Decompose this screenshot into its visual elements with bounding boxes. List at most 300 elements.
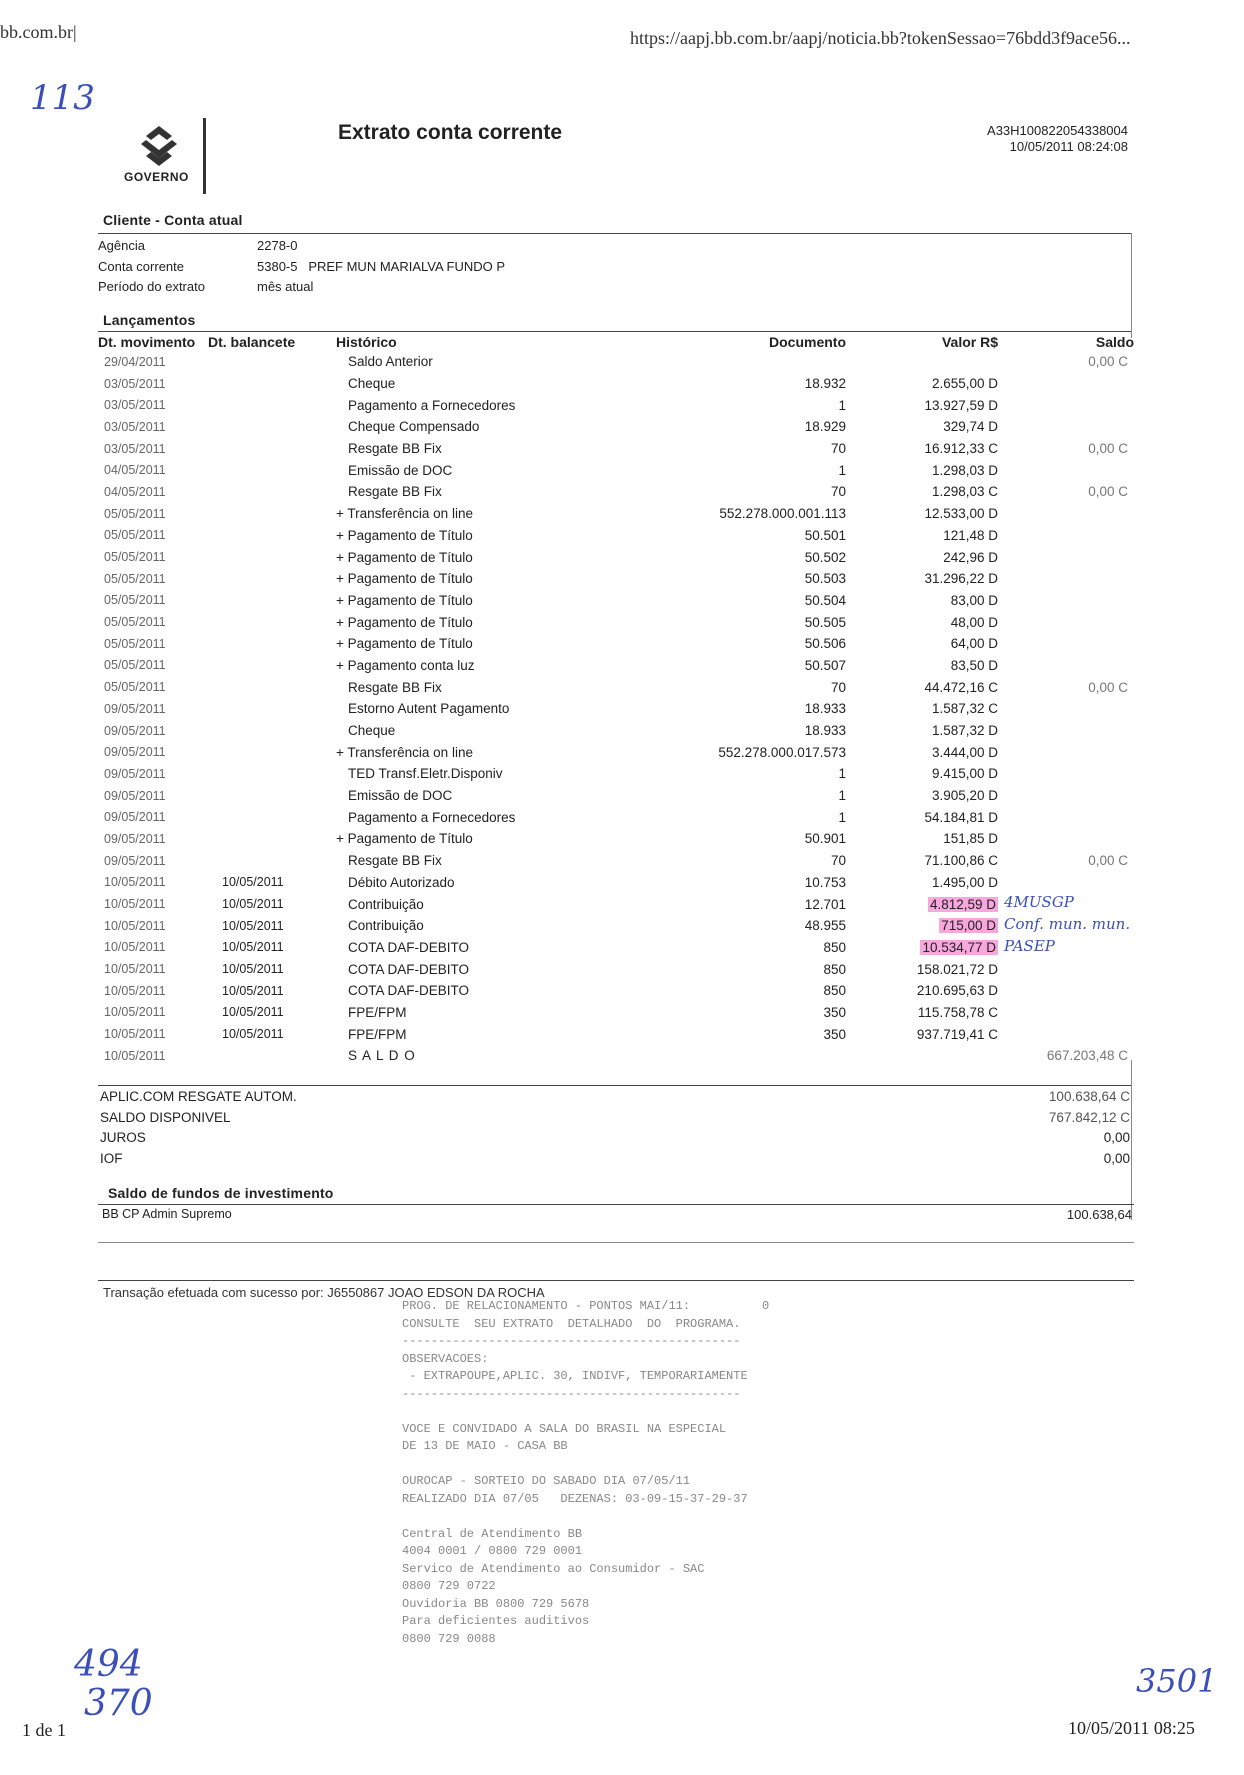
- cell-documento: [636, 1023, 846, 1045]
- table-body: [98, 351, 1134, 1067]
- cell-dt-balancete: [208, 872, 336, 894]
- receipt-line: 4004 0001 / 0800 729 0001: [402, 1544, 583, 1558]
- cell-documento-text: 70: [830, 853, 846, 869]
- cell-dt-movimento-text: 09/05/2011: [104, 723, 166, 738]
- receipt-line: REALIZADO DIA 07/05 DEZENAS: 03-09-15-37-29-37: [402, 1491, 748, 1506]
- cell-dt-balancete-text: 10/05/2011: [222, 983, 284, 998]
- table-row: [98, 828, 1134, 850]
- summary-block: [100, 1087, 1134, 1169]
- cell-documento: [636, 958, 846, 980]
- cell-saldo: [998, 1045, 1134, 1067]
- table-row: [98, 546, 1134, 568]
- cell-historico-text: + Pagamento de Título: [336, 614, 473, 630]
- lancamentos-table: [98, 332, 1134, 1067]
- table-row: [98, 373, 1134, 395]
- cell-dt-movimento-text: 10/05/2011: [104, 875, 166, 890]
- cell-saldo: [998, 763, 1134, 785]
- cell-saldo: [998, 633, 1134, 655]
- table-row: [98, 676, 1134, 698]
- cell-historico: [336, 481, 636, 503]
- info-value: mês atual: [257, 279, 314, 294]
- cell-valor: [846, 525, 998, 547]
- cell-documento-text: 18.933: [804, 723, 846, 739]
- summary-label: SALDO DISPONIVEL: [100, 1109, 231, 1125]
- cell-saldo: [998, 546, 1134, 568]
- table-row: [98, 698, 1134, 720]
- cell-dt-movimento-text: 05/05/2011: [104, 593, 166, 608]
- cell-dt-balancete: [208, 915, 336, 937]
- cell-historico: [336, 806, 636, 828]
- cell-saldo-text: 667.203,48 C: [1046, 1048, 1128, 1064]
- cell-saldo-text: 0,00 C: [1088, 354, 1128, 370]
- cell-dt-movimento: [98, 676, 208, 698]
- cell-saldo: [998, 785, 1134, 807]
- cell-valor: [846, 481, 998, 503]
- cell-valor: [846, 1023, 998, 1045]
- cell-historico-text: Débito Autorizado: [348, 874, 455, 890]
- cell-documento-text: 50.506: [804, 636, 846, 652]
- table-row: [98, 720, 1134, 742]
- cell-historico: [336, 872, 636, 894]
- cell-dt-balancete: [208, 698, 336, 720]
- cell-documento: [636, 1045, 846, 1067]
- cell-historico: [336, 590, 636, 612]
- cell-dt-movimento: [98, 438, 208, 460]
- cell-valor-text: 16.912,33 C: [924, 441, 998, 457]
- cell-dt-movimento: [98, 785, 208, 807]
- table-row: [98, 763, 1134, 785]
- cell-valor-text: 2.655,00 D: [931, 376, 998, 392]
- cell-documento-text: 70: [830, 679, 846, 695]
- cell-valor: [846, 590, 998, 612]
- info-label: Conta corrente: [98, 258, 184, 274]
- cell-dt-balancete-text: 10/05/2011: [222, 940, 284, 955]
- cell-historico-text: COTA DAF-DEBITO: [348, 939, 470, 955]
- cell-dt-balancete: [208, 741, 336, 763]
- cliente-section-title: Cliente - Conta atual: [103, 212, 243, 228]
- cell-valor-text: 242,96 D: [943, 549, 998, 565]
- cell-historico-text: + Pagamento de Título: [336, 527, 473, 543]
- cell-dt-movimento: [98, 590, 208, 612]
- cell-documento: [636, 373, 846, 395]
- cell-documento-text: 1: [838, 397, 846, 413]
- cell-dt-movimento: [98, 915, 208, 937]
- cell-documento: [636, 438, 846, 460]
- cell-dt-movimento-text: 05/05/2011: [104, 506, 166, 521]
- lancamentos-section-title: Lançamentos: [103, 312, 196, 328]
- cell-historico: [336, 1023, 636, 1045]
- cell-valor-text: 4.812,59 D: [929, 896, 996, 912]
- info-row-agencia: [98, 236, 505, 257]
- info-value: 2278-0: [257, 238, 298, 253]
- cell-historico: [336, 568, 636, 590]
- bb-logo-icon: [134, 124, 184, 168]
- handwritten-note: PASEP: [1004, 936, 1055, 955]
- cell-saldo-text: 0,00 C: [1088, 441, 1128, 457]
- cell-dt-movimento: [98, 503, 208, 525]
- cell-dt-movimento: [98, 698, 208, 720]
- transacao-text: Transação efetuada com sucesso por: J6550867 JOAO EDSON DA ROCHA: [103, 1285, 545, 1300]
- cell-dt-movimento-text: 10/05/2011: [104, 897, 166, 912]
- cell-dt-movimento-text: 10/05/2011: [104, 918, 166, 933]
- cell-documento-text: 850: [823, 983, 846, 999]
- cell-dt-movimento-text: 04/05/2011: [104, 484, 166, 499]
- cell-historico: [336, 525, 636, 547]
- handwritten-note: 4MUSGP: [1004, 893, 1074, 912]
- cell-saldo: [998, 741, 1134, 763]
- cell-historico-text: Cheque: [348, 723, 396, 739]
- cell-valor: [846, 893, 1074, 915]
- cell-dt-movimento-text: 10/05/2011: [104, 940, 166, 955]
- cell-documento-text: 1: [838, 462, 846, 478]
- cell-dt-movimento: [98, 655, 208, 677]
- cell-historico: [336, 416, 636, 438]
- cell-dt-balancete: [208, 1002, 336, 1024]
- divider: [98, 1204, 1134, 1205]
- cell-dt-movimento-text: 10/05/2011: [104, 1048, 166, 1063]
- cell-dt-movimento-text: 04/05/2011: [104, 463, 166, 478]
- cell-valor-text: 31.296,22 D: [924, 571, 998, 587]
- col-documento: Documento: [769, 333, 846, 350]
- cell-historico: [336, 1045, 636, 1067]
- cell-documento: [636, 806, 846, 828]
- cell-valor-text: 48,00 D: [950, 614, 998, 630]
- table-row: [98, 655, 1134, 677]
- table-row: [98, 416, 1134, 438]
- cell-historico-text: Resgate BB Fix: [348, 679, 442, 695]
- cell-valor-text: 937.719,41 C: [916, 1026, 998, 1042]
- cell-saldo: [998, 611, 1134, 633]
- receipt-line: 0800 729 0088: [402, 1631, 496, 1646]
- cell-documento-text: 552.278.000.001.113: [719, 506, 846, 522]
- table-row: [98, 806, 1134, 828]
- table-row: [98, 850, 1134, 872]
- cell-valor: [846, 763, 998, 785]
- table-row: [98, 785, 1134, 807]
- cell-dt-balancete: [208, 590, 336, 612]
- cell-dt-movimento: [98, 373, 208, 395]
- cell-dt-movimento: [98, 633, 208, 655]
- cell-valor: [846, 676, 998, 698]
- receipt-text: [402, 1298, 769, 1648]
- cell-saldo-text: 0,00 C: [1088, 484, 1128, 500]
- cell-saldo: [998, 676, 1134, 698]
- cell-valor-text: 44.472,16 C: [924, 679, 998, 695]
- col-saldo: Saldo: [1095, 333, 1134, 350]
- cell-historico-text: Pagamento a Fornecedores: [348, 397, 516, 413]
- cell-dt-movimento: [98, 763, 208, 785]
- cell-historico-text: + Pagamento de Título: [336, 831, 473, 847]
- cell-documento: [636, 503, 846, 525]
- cell-historico-text: + Pagamento de Título: [336, 636, 473, 652]
- cell-historico: [336, 655, 636, 677]
- cell-dt-balancete: [208, 937, 336, 959]
- cell-valor-text: 1.587,32 D: [931, 723, 998, 739]
- cell-documento-text: 18.933: [804, 701, 846, 717]
- cell-valor: [846, 720, 998, 742]
- cell-historico: [336, 850, 636, 872]
- summary-label: JUROS: [100, 1130, 146, 1145]
- cell-saldo: [998, 828, 1134, 850]
- table-row: [98, 525, 1134, 547]
- cell-valor-text: 9.415,00 D: [931, 766, 998, 782]
- cell-dt-balancete: [208, 394, 336, 416]
- cell-historico-text: + Transferência on line: [336, 744, 473, 760]
- cell-historico-text: Emissão de DOC: [348, 788, 453, 804]
- cell-valor: [846, 633, 998, 655]
- cell-dt-movimento-text: 03/05/2011: [104, 398, 166, 413]
- cell-dt-balancete: [208, 633, 336, 655]
- cell-saldo: [998, 394, 1134, 416]
- cell-documento: [636, 481, 846, 503]
- cell-dt-balancete: [208, 655, 336, 677]
- receipt-line: [402, 1456, 769, 1474]
- cell-dt-balancete: [208, 1045, 336, 1067]
- cell-dt-balancete: [208, 763, 336, 785]
- cell-documento: [636, 828, 846, 850]
- cell-documento-text: 1: [838, 788, 846, 804]
- cell-historico: [336, 980, 636, 1002]
- cell-valor: [846, 698, 998, 720]
- cell-documento: [636, 937, 846, 959]
- cell-documento: [636, 611, 846, 633]
- col-dt-movimento: Dt. movimento: [98, 333, 196, 350]
- cell-dt-movimento-text: 05/05/2011: [104, 615, 166, 630]
- cell-historico-text: Resgate BB Fix: [348, 853, 442, 869]
- cell-dt-movimento-text: 09/05/2011: [104, 788, 166, 803]
- cell-saldo: [998, 720, 1134, 742]
- cell-saldo: [998, 525, 1134, 547]
- cell-dt-movimento: [98, 459, 208, 481]
- cell-historico: [336, 741, 636, 763]
- cell-historico: [336, 763, 636, 785]
- cell-dt-balancete: [208, 459, 336, 481]
- cell-valor-text: 210.695,63 D: [916, 983, 998, 999]
- cell-documento-text: 70: [830, 441, 846, 457]
- cell-documento: [636, 655, 846, 677]
- receipt-line: Ouvidoria BB 0800 729 5678: [402, 1596, 590, 1611]
- cell-historico-text: Emissão de DOC: [348, 462, 453, 478]
- col-valor: Valor R$: [941, 333, 998, 350]
- cell-valor-text: 1.587,32 C: [931, 701, 998, 717]
- cell-documento: [636, 676, 846, 698]
- info-row-conta: [98, 257, 505, 278]
- cell-saldo: [998, 655, 1134, 677]
- summary-row: [100, 1128, 1134, 1149]
- cell-dt-movimento-text: 10/05/2011: [104, 962, 166, 977]
- info-label: Período do extrato: [98, 279, 205, 294]
- cell-saldo: [998, 351, 1134, 373]
- summary-label: APLIC.COM RESGATE AUTOM.: [100, 1089, 297, 1104]
- cell-valor: [846, 416, 998, 438]
- receipt-line: OBSERVACOES:: [402, 1351, 489, 1366]
- table-row: [98, 611, 1134, 633]
- cell-valor-text: 13.927,59 D: [924, 397, 998, 413]
- table-row: [98, 1002, 1134, 1024]
- cell-saldo: [998, 1023, 1134, 1045]
- cell-documento: [636, 351, 846, 373]
- cell-documento-text: 50.505: [804, 614, 846, 630]
- cell-historico: [336, 373, 636, 395]
- cell-documento-text: 48.955: [804, 918, 846, 934]
- cell-dt-movimento-text: 03/05/2011: [104, 376, 166, 391]
- handwritten-number: 370: [84, 1683, 153, 1724]
- table-row: [98, 915, 1134, 937]
- cell-documento: [636, 633, 846, 655]
- cell-dt-balancete: [208, 438, 336, 460]
- receipt-line: Servico de Atendimento ao Consumidor - SAC: [402, 1561, 705, 1576]
- browser-url[interactable]: https://aapj.bb.com.br/aapj/noticia.bb?tokenSessao=76bdd3f9ace56...: [630, 28, 1131, 48]
- cell-dt-movimento: [98, 937, 208, 959]
- cell-documento-text: 18.932: [804, 376, 846, 392]
- cell-dt-movimento-text: 09/05/2011: [104, 810, 166, 825]
- cell-dt-balancete: [208, 785, 336, 807]
- cell-historico: [336, 915, 636, 937]
- cell-dt-movimento: [98, 546, 208, 568]
- cell-historico-text: FPE/FPM: [348, 1004, 407, 1020]
- table-header: [98, 332, 1134, 351]
- cell-dt-balancete-text: 10/05/2011: [222, 962, 284, 977]
- cell-dt-movimento-text: 05/05/2011: [104, 550, 166, 565]
- cell-dt-balancete: [208, 525, 336, 547]
- bank-logo: [118, 118, 208, 194]
- cell-historico-text: Saldo Anterior: [348, 354, 433, 370]
- cell-valor: [846, 828, 998, 850]
- cell-documento-text: 10.753: [804, 874, 846, 890]
- col-historico: Histórico: [336, 333, 397, 350]
- cell-historico: [336, 459, 636, 481]
- cell-valor: [846, 872, 998, 894]
- cell-documento-text: 50.901: [804, 831, 846, 847]
- cell-dt-movimento-text: 05/05/2011: [104, 680, 166, 695]
- cell-documento-text: 350: [823, 1026, 846, 1042]
- receipt-line: Para deficientes auditivos: [402, 1614, 590, 1628]
- summary-row: [100, 1108, 1134, 1129]
- cell-documento: [636, 763, 846, 785]
- cell-valor-text: 158.021,72 D: [916, 961, 998, 977]
- cell-documento-text: 850: [823, 961, 846, 977]
- cell-valor: [846, 568, 998, 590]
- cell-dt-balancete: [208, 806, 336, 828]
- browser-domain: bb.com.br|: [0, 22, 77, 42]
- cell-saldo: [998, 958, 1134, 980]
- cell-valor-text: 715,00 D: [941, 918, 996, 934]
- table-row: [98, 481, 1134, 503]
- cell-saldo: [998, 806, 1134, 828]
- cell-historico-text: + Pagamento de Título: [336, 592, 473, 608]
- cell-documento-text: 12.701: [804, 896, 846, 912]
- summary-value: 0,00: [1103, 1150, 1130, 1166]
- cell-dt-movimento: [98, 1045, 208, 1067]
- cell-dt-movimento: [98, 525, 208, 547]
- cell-valor-text: 83,50 D: [950, 657, 998, 673]
- cell-historico: [336, 958, 636, 980]
- cell-historico-text: Pagamento a Fornecedores: [348, 809, 516, 825]
- table-row: [98, 937, 1134, 959]
- cell-documento: [636, 416, 846, 438]
- cell-dt-balancete: [208, 611, 336, 633]
- cell-documento-text: 50.504: [804, 592, 846, 608]
- cell-dt-balancete-text: 10/05/2011: [222, 918, 284, 933]
- cell-dt-movimento-text: 05/05/2011: [104, 658, 166, 673]
- cell-historico: [336, 351, 636, 373]
- cell-historico: [336, 937, 636, 959]
- cell-valor-text: 121,48 D: [943, 527, 998, 543]
- cell-historico: [336, 394, 636, 416]
- cell-saldo: [998, 698, 1134, 720]
- fundos-section-title: Saldo de fundos de investimento: [108, 1185, 334, 1201]
- cell-historico: [336, 698, 636, 720]
- cell-dt-movimento: [98, 980, 208, 1002]
- cell-documento: [636, 698, 846, 720]
- cell-saldo: [998, 980, 1134, 1002]
- cell-dt-movimento: [98, 394, 208, 416]
- divider: [98, 1242, 1134, 1243]
- cell-saldo-text: 0,00 C: [1088, 679, 1128, 695]
- cell-dt-balancete: [208, 373, 336, 395]
- page-number: 1 de 1: [22, 1720, 66, 1740]
- receipt-line: Central de Atendimento BB: [402, 1526, 583, 1541]
- cell-dt-movimento-text: 29/04/2011: [104, 354, 166, 369]
- cell-documento-text: 70: [830, 484, 846, 500]
- cell-valor: [846, 850, 998, 872]
- cell-valor: [846, 394, 998, 416]
- cell-valor-text: 1.495,00 D: [931, 874, 998, 890]
- cell-documento: [636, 872, 846, 894]
- cell-valor-text: 1.298,03 C: [931, 484, 998, 500]
- cell-historico-text: + Transferência on line: [336, 506, 473, 522]
- handwritten-page-number: 113: [30, 78, 95, 118]
- cell-valor: [846, 785, 998, 807]
- cell-valor: [846, 611, 998, 633]
- cell-documento: [636, 893, 846, 915]
- cell-dt-balancete: [208, 676, 336, 698]
- cell-dt-movimento-text: 09/05/2011: [104, 701, 166, 716]
- cell-dt-movimento-text: 09/05/2011: [104, 831, 166, 846]
- cell-dt-balancete: [208, 893, 336, 915]
- fundo-value: 100.638,64: [1066, 1207, 1132, 1222]
- table-row: [98, 394, 1134, 416]
- cell-documento: [636, 394, 846, 416]
- cell-dt-movimento: [98, 568, 208, 590]
- cell-valor-text: 151,85 D: [943, 831, 998, 847]
- cell-dt-movimento-text: 09/05/2011: [104, 766, 166, 781]
- cell-historico-text: COTA DAF-DEBITO: [348, 961, 470, 977]
- cell-documento-text: 50.507: [804, 657, 846, 673]
- cell-valor: [846, 503, 998, 525]
- cell-dt-movimento-text: 05/05/2011: [104, 571, 166, 586]
- cell-valor: [846, 1045, 998, 1067]
- cell-dt-movimento: [98, 893, 208, 915]
- cell-historico: [336, 438, 636, 460]
- cell-historico: [336, 785, 636, 807]
- cell-dt-balancete: [208, 958, 336, 980]
- cell-dt-movimento-text: 10/05/2011: [104, 1027, 166, 1042]
- cell-dt-movimento-text: 09/05/2011: [104, 745, 166, 760]
- col-dt-balancete: Dt. balancete: [208, 333, 296, 350]
- cell-valor-text: 12.533,00 D: [924, 506, 998, 522]
- cell-historico-text: + Pagamento de Título: [336, 549, 473, 565]
- cell-documento-text: 50.503: [804, 571, 846, 587]
- receipt-line: - EXTRAPOUPE,APLIC. 30, INDIVF, TEMPORARIAMENTE: [402, 1369, 748, 1383]
- cell-dt-balancete: [208, 850, 336, 872]
- table-row: [98, 1045, 1134, 1067]
- cell-documento: [636, 568, 846, 590]
- table-row: [98, 568, 1134, 590]
- cell-dt-movimento: [98, 872, 208, 894]
- receipt-line: -----------------------------------------------: [402, 1334, 741, 1348]
- cell-valor-text: 83,00 D: [950, 592, 998, 608]
